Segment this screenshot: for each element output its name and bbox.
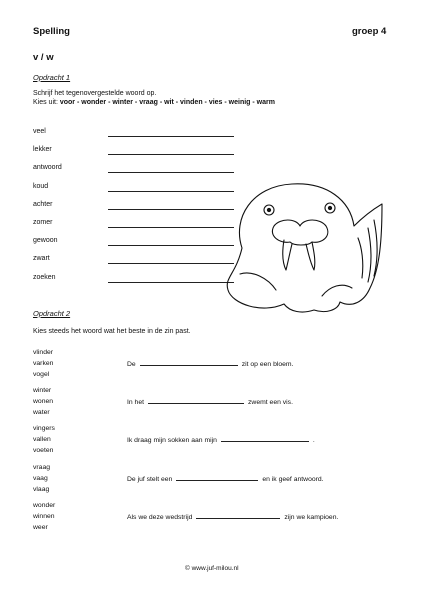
exercise1-word: lekker (33, 146, 52, 154)
sentence-end: zijn we kampioen. (284, 514, 339, 521)
choice-word[interactable]: vallen (33, 436, 51, 443)
choice-word[interactable]: varken (33, 360, 54, 367)
choice-word[interactable]: vogel (33, 371, 50, 378)
sentence-end: en ik geef antwoord. (262, 476, 324, 483)
answer-line[interactable] (108, 191, 234, 192)
answer-blank[interactable] (148, 396, 244, 404)
choice-word[interactable]: weer (33, 524, 48, 531)
answer-blank[interactable] (221, 434, 309, 442)
exercise1-word: antwoord (33, 164, 62, 172)
exercise1-word: veel (33, 128, 46, 135)
answer-line[interactable] (108, 282, 234, 283)
answer-line[interactable] (108, 263, 234, 264)
walrus-drawing-icon (222, 178, 392, 316)
subject-label: Spelling (33, 26, 70, 37)
exercise1-word: zwart (33, 255, 50, 263)
answer-line[interactable] (108, 227, 234, 228)
choice-group (33, 385, 53, 418)
exercise1-choices (33, 98, 275, 107)
exercise1-word: zoeken (33, 273, 56, 281)
choice-word[interactable]: vlinder (33, 349, 54, 356)
choice-word[interactable]: winter (33, 387, 52, 394)
sentence (127, 511, 338, 521)
sentence-start: Als we deze wedstrijd (127, 514, 193, 521)
choice-word[interactable]: voeten (33, 447, 54, 454)
sentence-start: In het (127, 399, 145, 406)
exercise1-word: zomer (33, 219, 53, 226)
choice-word[interactable]: vaag (33, 475, 48, 482)
choice-group (33, 500, 55, 533)
exercise1-word: koud (33, 182, 49, 190)
group-label: groep 4 (352, 26, 387, 37)
exercise2-instruction: Kies steeds het woord wat het beste in de zin past. (33, 328, 191, 335)
answer-blank[interactable] (196, 511, 280, 519)
choice-group (33, 347, 53, 380)
exercise1-word: gewoon (33, 237, 58, 245)
choice-word[interactable]: winnen (33, 513, 55, 520)
sentence-start: Ik draag mijn sokken aan mijn (127, 437, 217, 444)
exercise1-heading: Opdracht 1 (33, 73, 71, 82)
answer-line[interactable] (108, 245, 234, 246)
answer-blank[interactable] (176, 473, 258, 481)
sentence-start: De juf stelt een (127, 476, 173, 483)
choice-word[interactable]: vlaag (33, 486, 50, 493)
sentence-end: . (312, 437, 315, 444)
choice-group (33, 462, 50, 495)
choice-word[interactable]: wonen (33, 398, 54, 405)
exercise1-instruction: Schrijf het tegenovergestelde woord op. (33, 90, 157, 97)
sentence (127, 358, 293, 368)
sentence-end: zit op een bloem. (241, 361, 294, 368)
choices-prefix: Kies uit: (33, 99, 60, 106)
sentence (127, 396, 293, 406)
answer-blank[interactable] (140, 358, 238, 366)
choice-word[interactable]: water (33, 409, 50, 416)
choice-group (33, 423, 55, 456)
page-title: v / w (33, 52, 54, 63)
sentence (127, 473, 324, 483)
sentence-start: De (127, 361, 136, 368)
sentence (127, 434, 315, 444)
choice-word[interactable]: vingers (33, 425, 55, 432)
choices-words: voor - wonder - winter - vraag - wit - vinden - vies - weinig - warm (59, 99, 275, 106)
choice-word[interactable]: vraag (33, 464, 51, 471)
answer-line[interactable] (108, 209, 234, 210)
answer-line[interactable] (108, 154, 234, 155)
footer-credit: © www.juf-milou.nl (185, 565, 239, 572)
exercise1-word: achter (33, 200, 53, 208)
answer-line[interactable] (108, 136, 234, 137)
exercise2-heading: Opdracht 2 (33, 309, 71, 318)
sentence-end: zwemt een vis. (248, 399, 293, 406)
choice-word[interactable]: wonder (33, 502, 56, 509)
answer-line[interactable] (108, 172, 234, 173)
